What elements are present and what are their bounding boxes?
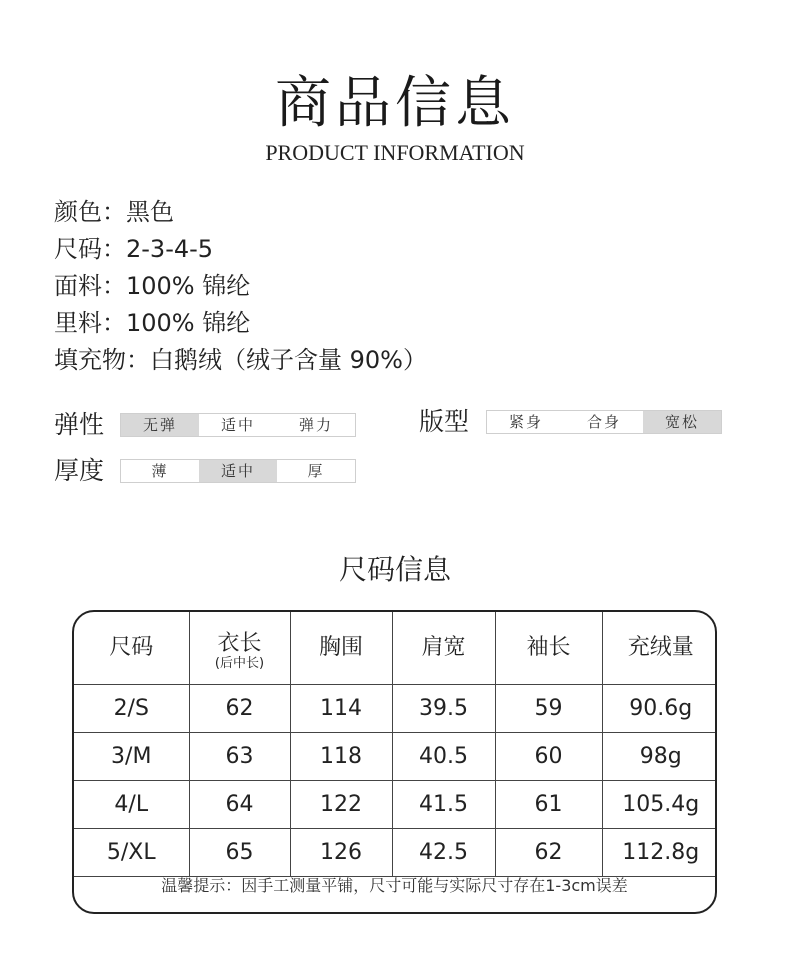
header-length-sub: (后中长) bbox=[214, 656, 265, 671]
table-row bbox=[74, 685, 717, 733]
cell-size: 2/S bbox=[74, 685, 189, 733]
measurement-note: 温馨提示：因手工测量平铺，尺寸可能与实际尺寸存在1-3cm误差 bbox=[161, 876, 628, 895]
fit-label: 版型 bbox=[419, 407, 470, 436]
size-table bbox=[74, 612, 717, 877]
fit-option: 合身 bbox=[586, 413, 621, 431]
cell-down-fill: 90.6g bbox=[602, 685, 717, 733]
info-size: 尺码：2-3-4-5 bbox=[54, 235, 214, 263]
cell-down-fill: 112.8g bbox=[602, 829, 717, 877]
info-lining: 里料：100% 锦纶 bbox=[54, 309, 251, 337]
info-filling: 填充物：白鹅绒（绒子含量 90%） bbox=[54, 346, 427, 374]
cell-shoulder: 40.5 bbox=[392, 733, 495, 781]
cell-sleeve: 62 bbox=[495, 829, 602, 877]
elasticity-option: 弹力 bbox=[298, 416, 333, 434]
cell-length: 64 bbox=[189, 781, 290, 829]
size-section-title: 尺码信息 bbox=[338, 553, 451, 586]
cell-shoulder: 39.5 bbox=[392, 685, 495, 733]
table-header-row bbox=[74, 612, 717, 685]
cell-size: 4/L bbox=[74, 781, 189, 829]
header-sleeve: 袖长 bbox=[495, 612, 602, 685]
header-chest: 胸围 bbox=[290, 612, 392, 685]
product-info-list bbox=[54, 194, 427, 379]
cell-shoulder: 42.5 bbox=[392, 829, 495, 877]
cell-down-fill: 105.4g bbox=[602, 781, 717, 829]
info-fabric: 面料：100% 锦纶 bbox=[54, 272, 251, 300]
elasticity-scale bbox=[120, 413, 356, 437]
cell-size: 3/M bbox=[74, 733, 189, 781]
thickness-label: 厚度 bbox=[54, 456, 105, 485]
page-title: 商品信息 bbox=[275, 71, 515, 136]
thickness-option: 薄 bbox=[151, 462, 169, 480]
header-shoulder: 肩宽 bbox=[392, 612, 495, 685]
thickness-scale bbox=[120, 459, 356, 483]
header-down-fill: 充绒量 bbox=[602, 612, 717, 685]
elasticity-option: 适中 bbox=[220, 416, 255, 434]
cell-sleeve: 59 bbox=[495, 685, 602, 733]
cell-chest: 118 bbox=[290, 733, 392, 781]
cell-chest: 122 bbox=[290, 781, 392, 829]
header-size: 尺码 bbox=[74, 612, 189, 685]
cell-length: 65 bbox=[189, 829, 290, 877]
thickness-option: 适中 bbox=[199, 460, 277, 482]
elasticity-option: 无弹 bbox=[121, 414, 199, 436]
fit-option: 宽松 bbox=[643, 411, 721, 433]
cell-chest: 126 bbox=[290, 829, 392, 877]
page-subtitle: PRODUCT INFORMATION bbox=[265, 140, 525, 165]
cell-size: 5/XL bbox=[74, 829, 189, 877]
table-row bbox=[74, 733, 717, 781]
cell-length: 62 bbox=[189, 685, 290, 733]
fit-scale bbox=[486, 410, 722, 434]
cell-length: 63 bbox=[189, 733, 290, 781]
cell-sleeve: 60 bbox=[495, 733, 602, 781]
info-color: 颜色：黑色 bbox=[54, 198, 174, 226]
header-length: 衣长 (后中长) bbox=[189, 612, 290, 685]
fit-option: 紧身 bbox=[508, 413, 543, 431]
cell-sleeve: 61 bbox=[495, 781, 602, 829]
cell-down-fill: 98g bbox=[602, 733, 717, 781]
table-row bbox=[74, 781, 717, 829]
cell-shoulder: 41.5 bbox=[392, 781, 495, 829]
size-table-box bbox=[72, 610, 717, 914]
elasticity-label: 弹性 bbox=[54, 410, 105, 439]
thickness-option: 厚 bbox=[307, 462, 325, 480]
cell-chest: 114 bbox=[290, 685, 392, 733]
